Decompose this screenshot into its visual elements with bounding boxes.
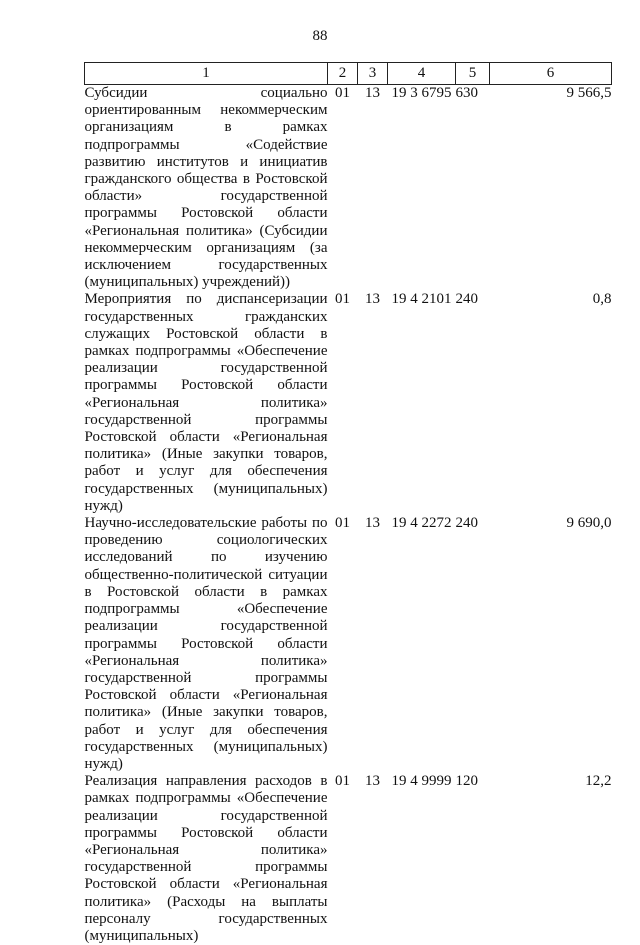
- row-target-article: 19 3 6795: [391, 85, 452, 101]
- row-section: 01: [335, 515, 350, 532]
- row-target-article: 19 4 9999: [391, 773, 452, 790]
- row-subsection: 13: [365, 773, 380, 790]
- row-amount: 9 690,0: [566, 515, 612, 532]
- row-target-article: 19 4 2101: [391, 291, 452, 308]
- column-header-4: 4: [388, 63, 456, 85]
- budget-table: [84, 62, 612, 945]
- column-header-5: 5: [456, 63, 490, 85]
- row-description: Научно-исследовательские работы по проведению социологических исследований по изучению общественно-политической ситуации в Ростовской области в рамках подпрограммы «Обеспечение реализации государственной программы Ростовской области «Региональная политика» государственной программы Ростовской области «Региональная политика» (Иные закупки товаров, работ и услуг для обеспечения государственных (муниципальных) нужд): [84, 515, 328, 772]
- column-header-1: 1: [85, 63, 328, 85]
- table-row: [85, 515, 612, 773]
- row-subsection: 13: [365, 515, 380, 532]
- column-header-6: 6: [490, 63, 612, 85]
- row-amount: 12,2: [585, 773, 612, 790]
- table-row: [85, 291, 612, 515]
- row-section: 01: [335, 291, 350, 308]
- row-amount: 9 566,5: [566, 85, 612, 101]
- row-section: 01: [335, 773, 350, 790]
- table-row: [85, 773, 612, 945]
- table-row: [85, 85, 612, 292]
- row-subsection: 13: [365, 85, 380, 101]
- table-header-row: [85, 63, 612, 85]
- row-section: 01: [335, 85, 350, 101]
- row-target-article: 19 4 2272: [391, 515, 452, 532]
- row-expense-type: 120: [455, 773, 478, 790]
- page-number: 88: [312, 28, 328, 44]
- column-header-2: 2: [328, 63, 358, 85]
- row-subsection: 13: [365, 291, 380, 308]
- row-description: Субсидии социально ориентированным некоммерческим организациям в рамках подпрограммы «Содействие развитию институтов и инициатив гражданского общества в Ростовской области» государственной программы Ростовской области «Региональная политика» (Субсидии некоммерческим организациям (за исключением государственных (муниципальных) учреждений)): [84, 85, 328, 291]
- row-amount: 0,8: [592, 291, 612, 308]
- row-description: Реализация направления расходов в рамках подпрограммы «Обеспечение реализации государственной программы Ростовской области «Региональная политика» государственной программы Ростовской области «Региональная политика» (Расходы на выплаты персоналу государственных (муниципальных): [84, 773, 328, 944]
- row-expense-type: 240: [455, 291, 478, 308]
- row-expense-type: 240: [455, 515, 478, 532]
- column-header-3: 3: [358, 63, 388, 85]
- row-expense-type: 630: [455, 85, 478, 101]
- row-description: Мероприятия по диспансеризации государственных гражданских служащих Ростовской области в рамках подпрограммы «Обеспечение реализации государственной программы Ростовской области «Региональная политика» государственной программы Ростовской области «Региональная политика» (Иные закупки товаров, работ и услуг для обеспечения государственных (муниципальных) нужд): [84, 291, 328, 514]
